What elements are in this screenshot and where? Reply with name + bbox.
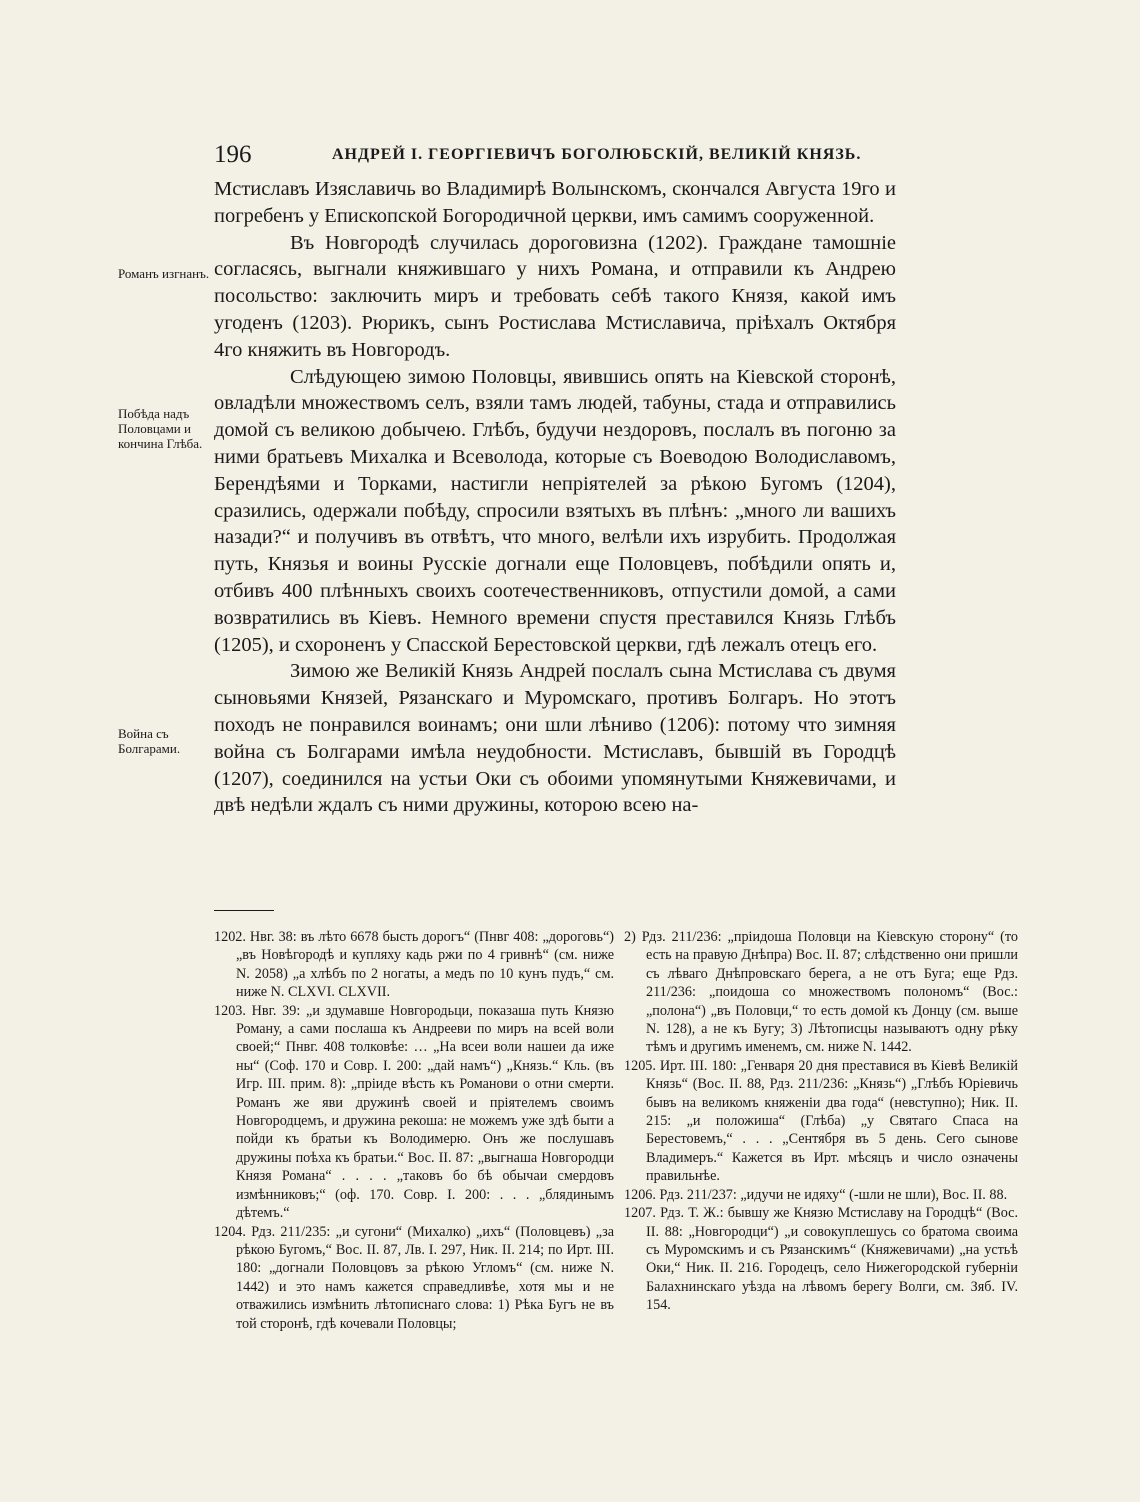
footnote: 1204. Рдз. 211/235: „и сугони“ (Михалко) „ихъ“ (Половцевъ) „за рѣкою Бугомъ,“ Вос. II. 87, Лв. I. 297, Ник. II. 214; по Ирт. III. 180: „догнали Половцовъ за рѣкою Угломъ“ (см. ниже N. 1442) и это намъ кажется справедливѣе, хотя мы и не отважились измѣнить лѣтописнаго слова: 1) Рѣка Бугъ не въ той сторонѣ, гдѣ кочевали Половцы; bbox=[214, 1223, 614, 1332]
margin-note: Романъ изгнанъ. bbox=[118, 266, 210, 281]
margin-note: Война съ Болгарами. bbox=[118, 726, 181, 756]
footnote: 1205. Ирт. III. 180: „Генваря 20 дня преставися въ Кіевѣ Великій Князь“ (Вос. II. 88, Рдз. 211/236: „Князь“) „Глѣбъ Юріевичь бывъ на великомъ княженіи два года“ (невступно); Ник. II. 215: „и положиша“ (Глѣба) „у Святаго Спаса на Берестовемъ,“ . . . „Сентября въ 5 день. Сего сынове Владимеръ.“ Кажется въ Ирт. мѣсяцъ и число означены правильнѣе. bbox=[624, 1057, 1018, 1185]
paragraph: Мстиславъ Изяславичь во Владимирѣ Волынскомъ, скончался Августа 19го и погребенъ у Епископской Богородичной церкви, имъ самимъ сооруженной. bbox=[214, 178, 896, 227]
paragraph: Въ Новгородѣ случилась дороговизна (1202). Граждане тамошніе согласясь, выгнали княжившаго у нихъ Романа, и отправили къ Андрею посольство: заключить миръ и требовать себѣ такого Князя, какой имъ угоденъ (1203). Рюрикъ, сынъ Ростислава Мстиславича, пріѣхалъ Октября 4го княжить въ Новгородъ. bbox=[214, 231, 896, 361]
footnote: 1206. Рдз. 211/237: „идучи не идяху“ (-шли не шли), Вос. II. 88. bbox=[624, 1186, 1008, 1203]
footnote-divider bbox=[214, 910, 274, 911]
footnote: 1202. Нвг. 38: въ лѣто 6678 бысть дорогъ“ (Пнвг 408: „дороговь“) „въ Новѣгородѣ и купляху кадь ржи по 4 гривнѣ“ (см. ниже N. 2058) „а хлѣбъ по 2 ногаты, а медъ по 10 кунъ пудъ,“ см. ниже N. CLXVI. CLXVII. bbox=[214, 929, 614, 1001]
footnotes-right-column bbox=[624, 928, 1018, 1315]
footnote: 1207. Рдз. Т. Ж.: бывшу же Князю Мстиславу на Городцѣ“ (Вос. II. 88: „Новгородци“) „и совокуплешусь со братома своима съ Муромскимъ и съ Рязанскимъ“ (Княжевичами) „на устьѣ Оки,“ Ник. II. 216. Городецъ, село Нижегородской губерніи Балахнинскаго уѣзда на лѣвомъ берегу Волги, см. Зяб. IV. 154. bbox=[624, 1205, 1018, 1314]
page-number: 196 bbox=[214, 141, 252, 168]
footnote: 1203. Нвг. 39: „и здумавше Новгородьци, показаша путь Князю Роману, а сами послаша къ Андрееви по миръ на всей воли своей;“ Пнвг. 408 толковѣе: … „На всеи воли нашеи да иже ны“ (Соф. 170 и Совр. I. 200: „дай намъ“) „Князь.“ Кль. (въ Игр. III. прим. 8): „пріиде вѣсть къ Романови о отни смерти. Романъ же яви дружинѣ своей и пріятелемъ своимъ Новгородцемъ, и дружина рекоша: не можемъ уже здѣ быти а пойди къ братьи къ Володимерю. Онъ же послушавъ дружины поѣха къ братьи.“ Вос. II. 87: „выгнаша Новгородци Князя Романа“ . . . . „таковъ бо бѣ обычаи смердовъ измѣнниковъ;“ (оф. 170. Совр. I. 200: . . . „блядинымъ дѣтемъ.“ bbox=[214, 1002, 614, 1222]
main-text bbox=[214, 176, 896, 819]
margin-note: Побѣда надъ Половцами и кончина Глѣба. bbox=[118, 406, 203, 451]
paragraph: Слѣдующею зимою Половцы, явившись опять на Кіевской сторонѣ, овладѣли множествомъ селъ, взяли тамъ людей, табуны, стада и отправились домой съ великою добычею. Глѣбъ, будучи нездоровъ, послалъ въ погоню за ними братьевъ Михалка и Всеволода, которые съ Воеводою Володиславомъ, Берендѣями и Торками, настигли непріятелей за рѣкою Бугомъ (1204), сразились, одержали побѣду, спросили взятыхъ въ плѣнъ: „много ли вашихъ назади?“ и получивъ въ отвѣтъ, что много, велѣли ихъ изрубить. Продолжая путь, Князья и воины Русскіе догнали еще Половцевъ, побѣдили опять и, отбивъ 400 плѣнныхъ своихъ соотечественниковъ, отпустили домой, а сами возвратились въ Кіевъ. Немного времени спустя преставился Князь Глѣбъ (1205), и схороненъ у Спасской Берестовской церкви, гдѣ лежалъ отецъ его. bbox=[214, 365, 896, 656]
footnotes-left-column bbox=[214, 928, 614, 1333]
paragraph: Зимою же Великій Князь Андрей послалъ сына Мстислава съ двумя сыновьями Князей, Рязанскаго и Муромскаго, противъ Болгаръ. Но этотъ походъ не понравился воинамъ; они шли лѣниво (1206): потому что зимняя война съ Болгарами имѣла неудобности. Мстиславъ, бывшій въ Городцѣ (1207), соединился на устьи Оки съ обоими упомянутыми Княжевичами, и двѣ недѣли ждалъ съ ними дружины, которою всею на- bbox=[214, 660, 896, 817]
page-header bbox=[214, 140, 894, 174]
footnote: 2) Рдз. 211/236: „пріидоша Половци на Кіевскую сторону“ (то есть на правую Днѣпра) Вос. II. 87; слѣдственно они пришли съ лѣваго Днѣпровскаго берега, а не отъ Буга; еще Рдз. 211/236: „поидоша со множествомъ полономъ“ (Вос.: „полона“) „въ Половци,“ то есть домой къ Донцу (см. выше N. 128), а не къ Бугу; 3) Лѣтописцы называютъ одну рѣку тѣмъ и другимъ именемъ, см. ниже N. 1442. bbox=[624, 929, 1018, 1056]
running-title: АНДРЕЙ I. ГЕОРГІЕВИЧЪ БОГОЛЮБСКІЙ, ВЕЛИКІЙ КНЯЗЬ. bbox=[332, 146, 862, 163]
